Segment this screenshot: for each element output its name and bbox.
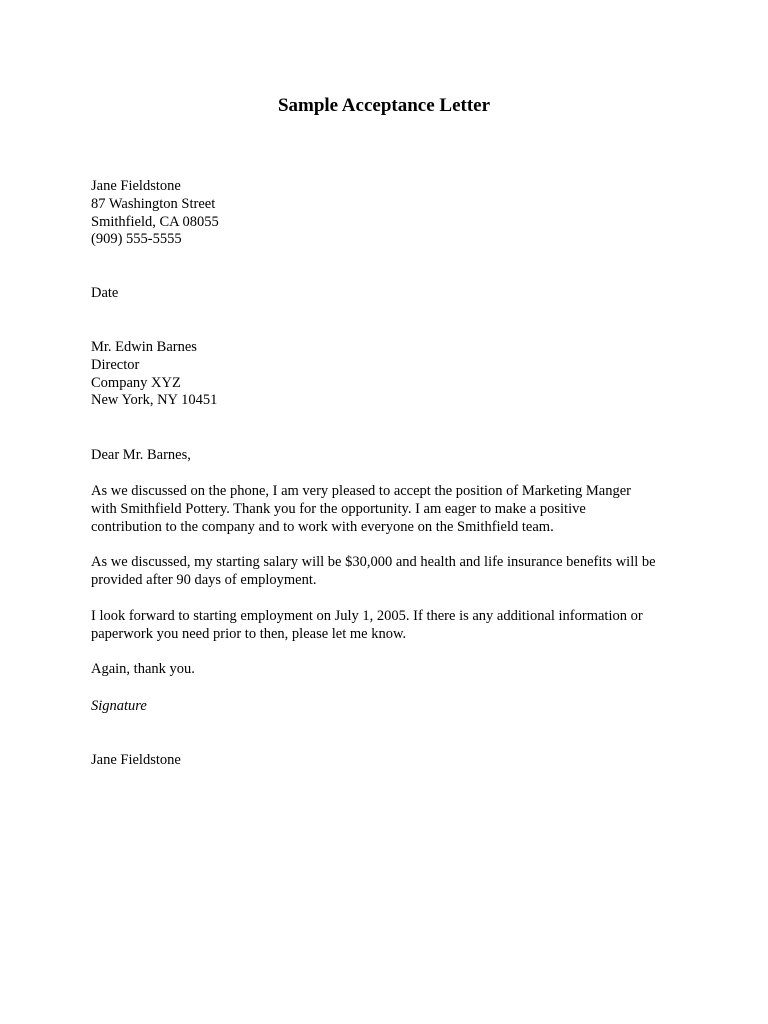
paragraph-1-line-1: As we discussed on the phone, I am very pleased to accept the position of Marketing Manger [91,483,631,499]
paragraph-1-line-2: with Smithfield Pottery. Thank you for the opportunity. I am eager to make a positive [91,500,586,517]
recipient-title: Director [91,356,140,373]
recipient-address [91,339,691,410]
signature-block [91,698,691,716]
body-paragraph-2 [91,554,691,590]
closing [91,661,691,679]
closing-text: Again, thank you. [91,661,195,677]
signature-placeholder: Signature [91,698,147,714]
sender-street: 87 Washington Street [91,195,216,212]
signer-block [91,752,691,770]
date-line [91,285,691,303]
body-paragraph-3 [91,608,691,644]
paragraph-2-line-2: provided after 90 days of employment. [91,571,317,588]
recipient-company: Company XYZ [91,374,181,391]
sender-name: Jane Fieldstone [91,178,181,194]
salutation [91,447,691,465]
sender-address [91,178,691,249]
sender-phone: (909) 555-5555 [91,231,182,248]
recipient-name: Mr. Edwin Barnes [91,339,197,355]
signer-name: Jane Fieldstone [91,752,181,768]
paragraph-3-line-1: I look forward to starting employment on July 1, 2005. If there is any additional information or [91,608,643,624]
paragraph-1-line-3: contribution to the company and to work with everyone on the Smithfield team. [91,518,554,535]
sender-city: Smithfield, CA 08055 [91,213,219,230]
date-label: Date [91,285,119,301]
recipient-city: New York, NY 10451 [91,392,218,409]
paragraph-3-line-2: paperwork you need prior to then, please let me know. [91,625,407,642]
body-paragraph-1 [91,483,691,536]
page-title: Sample Acceptance Letter [277,95,491,116]
paragraph-2-line-1: As we discussed, my starting salary will be $30,000 and health and life insurance benefits will be [91,554,656,570]
salutation-text: Dear Mr. Barnes, [91,447,191,463]
